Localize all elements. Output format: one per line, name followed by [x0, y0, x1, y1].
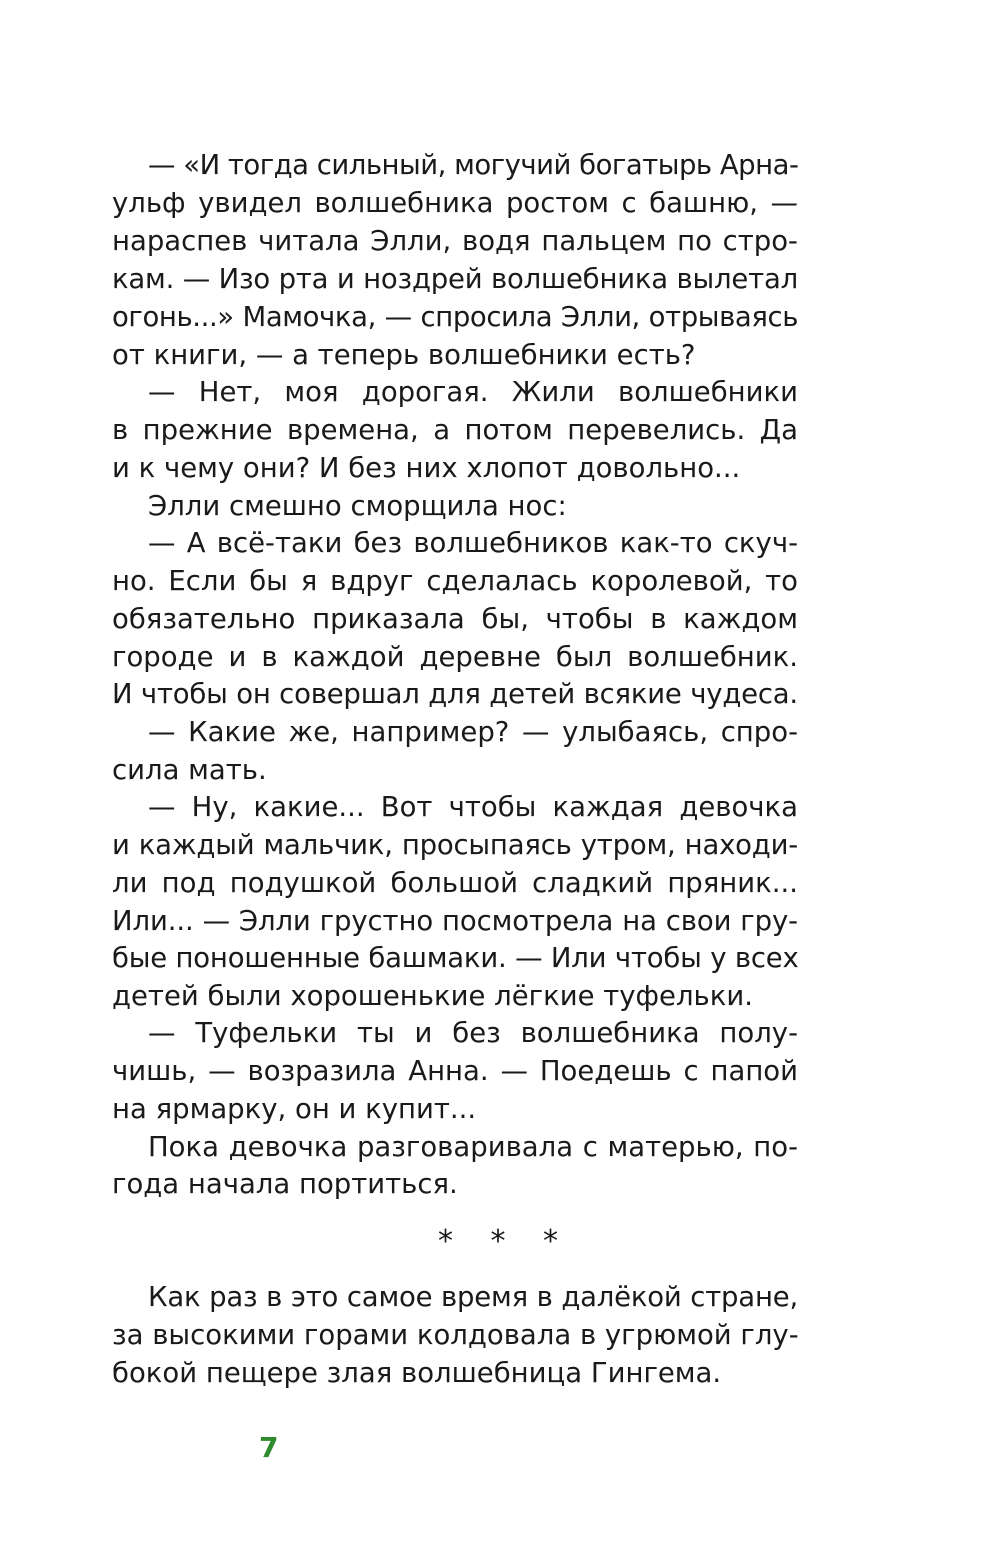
text-line: И чтобы он совершал для детей всякие чудеса. — [112, 678, 798, 710]
section-separator: * * * — [437, 1224, 573, 1259]
text-line: Или... — Элли грустно посмотрела на свои гру- — [112, 905, 798, 937]
text-line: чишь, — возразила Анна. — Поедешь с папой — [112, 1055, 798, 1087]
text-line: — Туфельки ты и без волшебника полу- — [148, 1017, 798, 1049]
text-line: — Нет, моя дорогая. Жили волшебники — [148, 376, 798, 408]
text-line: кам. — Изо рта и ноздрей волшебника вылетал — [112, 263, 798, 295]
text-line: и каждый мальчик, просыпаясь утром, находи- — [112, 829, 798, 861]
text-line: за высокими горами колдовала в угрюмой глу- — [112, 1319, 799, 1351]
text-line: обязательно приказала бы, чтобы в каждом — [112, 603, 798, 635]
text-line: — Какие же, например? — улыбаясь, спро- — [148, 716, 798, 748]
text-line: Пока девочка разговаривала с матерью, по- — [148, 1131, 798, 1163]
text-line: ульф увидел волшебника ростом с башню, — — [112, 187, 798, 219]
text-line: — А всё-таки без волшебников как-то скуч- — [148, 527, 798, 559]
text-line: детей были хорошенькие лёгкие туфельки. — [112, 980, 753, 1012]
text-line: в прежние времена, а потом перевелись. Да — [112, 414, 798, 446]
page-number: 7 — [259, 1431, 279, 1464]
text-line: бокой пещере злая волшебница Гингема. — [112, 1357, 722, 1389]
text-line: Как раз в это самое время в далёкой стране, — [148, 1281, 798, 1313]
text-line: огонь...» Мамочка, — спросила Элли, отрываясь — [112, 301, 798, 333]
text-line: на ярмарку, он и купит... — [112, 1093, 477, 1125]
text-line: городе и в каждой деревне был волшебник. — [112, 641, 798, 673]
text-line: — «И тогда сильный, могучий богатырь Арна- — [148, 149, 799, 181]
text-line: Элли смешно сморщила нос: — [148, 490, 567, 522]
text-line: года начала портиться. — [112, 1168, 458, 1200]
text-line: сила мать. — [112, 754, 267, 786]
text-line: ли под подушкой большой сладкий пряник... — [112, 867, 798, 899]
text-line: нараспев читала Элли, водя пальцем по стро- — [112, 225, 798, 257]
text-line: бые поношенные башмаки. — Или чтобы у всех — [112, 942, 799, 974]
text-line: и к чему они? И без них хлопот довольно... — [112, 452, 741, 484]
text-line: но. Если бы я вдруг сделалась королевой, то — [112, 565, 798, 597]
text-line: от книги, — а теперь волшебники есть? — [112, 339, 696, 371]
text-line: — Ну, какие... Вот чтобы каждая девочка — [148, 791, 798, 823]
